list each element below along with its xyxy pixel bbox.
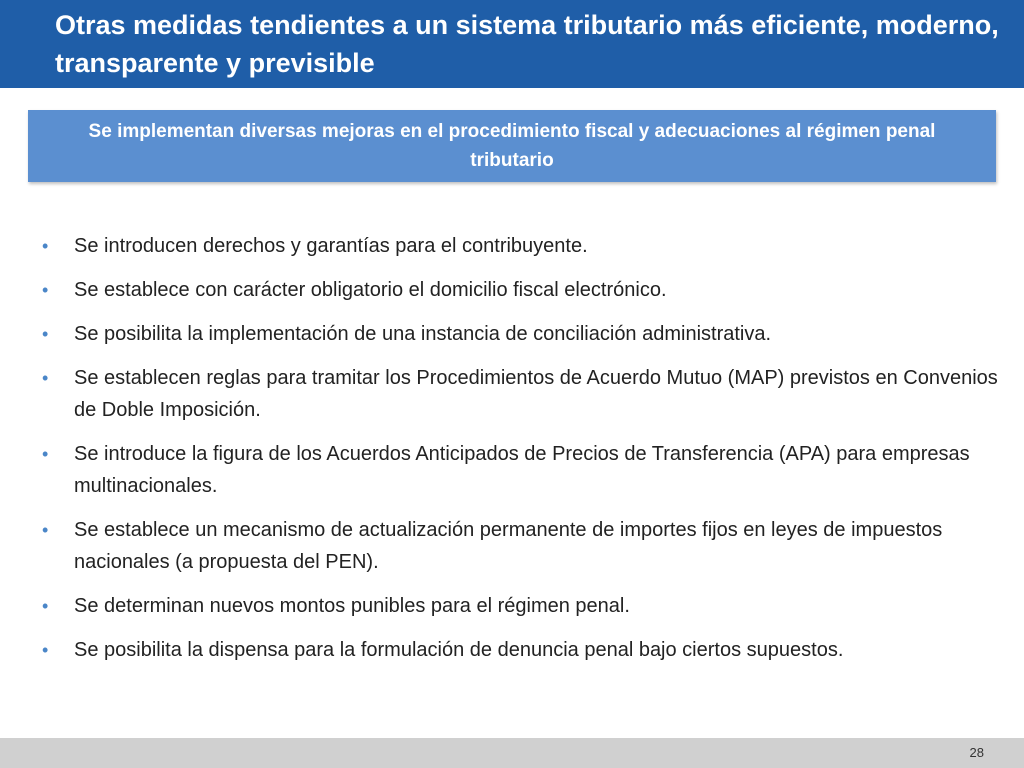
bullet-list [40, 230, 1000, 678]
bullet-text: Se introducen derechos y garantías para el contribuyente. [74, 235, 588, 257]
bullet-item [40, 362, 1000, 426]
bullet-item [40, 274, 1000, 306]
subtitle-box [28, 110, 996, 182]
bullet-dot-icon: • [42, 368, 49, 388]
bullet-item [40, 590, 1000, 622]
bullet-text: Se introduce la figura de los Acuerdos Anticipados de Precios de Transferencia (APA) para empresas multinacionales. [74, 443, 970, 497]
slide-subtitle: Se implementan diversas mejoras en el procedimiento fiscal y adecuaciones al régimen penal tributario [88, 121, 936, 171]
bullet-item [40, 230, 1000, 262]
bullet-item [40, 318, 1000, 350]
slide-title: Otras medidas tendientes a un sistema tributario más eficiente, moderno, transparente y previsible [55, 10, 999, 78]
bullet-item [40, 634, 1000, 666]
bullet-dot-icon: • [42, 640, 49, 660]
page-number: 28 [969, 745, 984, 760]
bullet-dot-icon: • [42, 236, 49, 256]
bullet-text: Se establece un mecanismo de actualización permanente de importes fijos en leyes de impuestos nacionales (a propuesta del PEN). [74, 519, 943, 573]
title-bar [0, 0, 1024, 88]
bullet-text: Se posibilita la dispensa para la formulación de denuncia penal bajo ciertos supuestos. [74, 639, 844, 661]
bullet-text: Se determinan nuevos montos punibles para el régimen penal. [74, 595, 630, 617]
bullet-dot-icon: • [42, 596, 49, 616]
bullet-item [40, 514, 1000, 578]
bullet-text: Se establece con carácter obligatorio el domicilio fiscal electrónico. [74, 279, 667, 301]
bullet-dot-icon: • [42, 324, 49, 344]
bullet-text: Se establecen reglas para tramitar los Procedimientos de Acuerdo Mutuo (MAP) previstos en Convenios de Doble Imposición. [74, 367, 998, 421]
footer-bar [0, 738, 1024, 768]
bullet-text: Se posibilita la implementación de una instancia de conciliación administrativa. [74, 323, 772, 345]
bullet-dot-icon: • [42, 280, 49, 300]
bullet-dot-icon: • [42, 444, 49, 464]
bullet-dot-icon: • [42, 520, 49, 540]
bullet-item [40, 438, 1000, 502]
